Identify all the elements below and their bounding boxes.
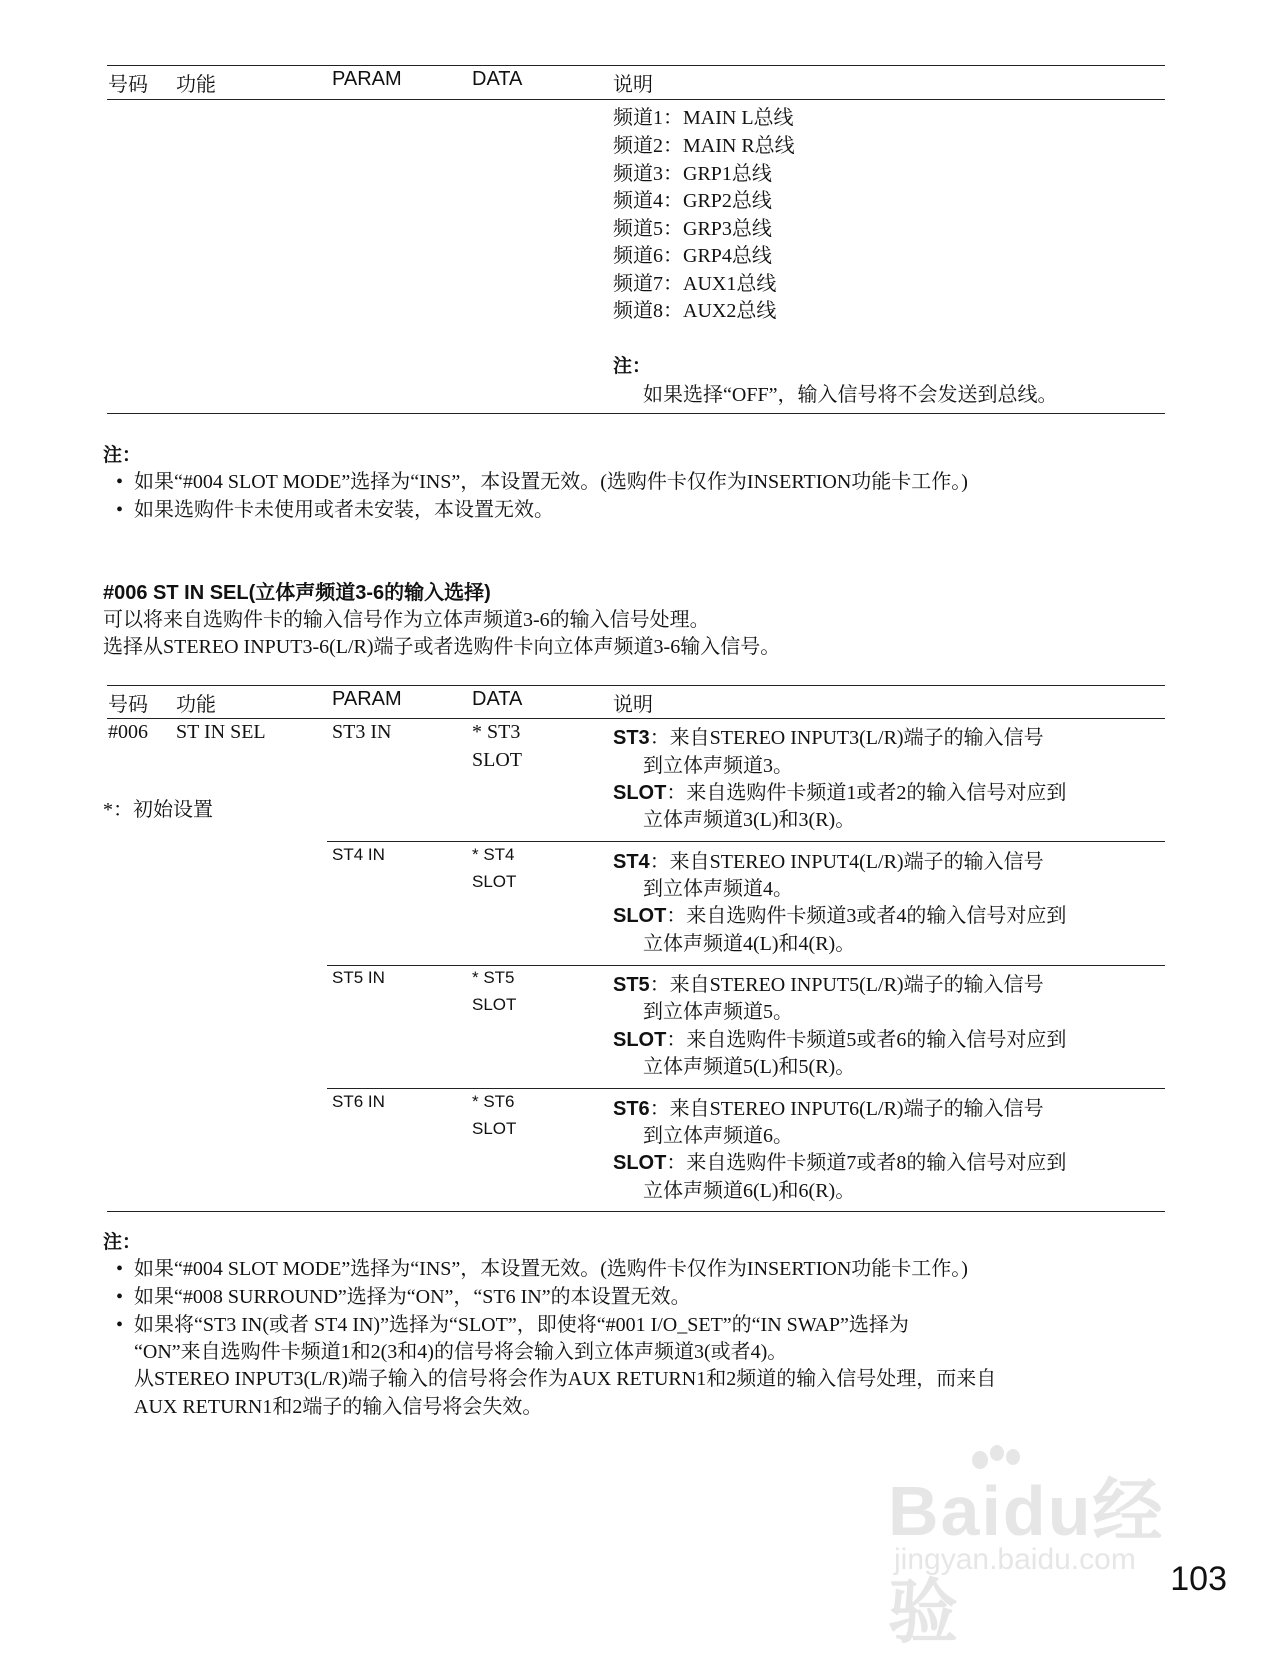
table1-bottom-rule bbox=[107, 413, 1165, 414]
row-rule bbox=[327, 841, 1165, 842]
notes2-item bbox=[116, 1252, 968, 1281]
notes1-item bbox=[116, 465, 968, 494]
table1-note-text: 如果选择“OFF”，输入信号将不会发送到总线。 bbox=[643, 384, 1058, 406]
table2-header-param: PARAM bbox=[332, 688, 402, 710]
notes1-item-text: 如果选购件卡未使用或者未安装，本设置无效。 bbox=[134, 499, 554, 521]
row-desc-cont: 立体声频道6(L)和6(R)。 bbox=[643, 1180, 856, 1202]
section-intro-line: 可以将来自选购件卡的输入信号作为立体声频道3-6的输入信号处理。 bbox=[103, 609, 710, 631]
section-intro-line: 选择从STEREO INPUT3-6(L/R)端子或者选购件卡向立体声频道3-6输入信号。 bbox=[103, 636, 781, 658]
row-desc-key: SLOT bbox=[613, 782, 667, 804]
row-desc-text: ：来自STEREO INPUT3(L/R)端子的输入信号 bbox=[649, 727, 1044, 749]
row-param: ST5 IN bbox=[332, 968, 385, 987]
table1-desc-line: 频道1：MAIN L总线 bbox=[613, 107, 794, 129]
table1-note-label: 注： bbox=[613, 356, 652, 377]
page-number: 103 bbox=[1170, 1560, 1227, 1598]
row-desc-key: SLOT bbox=[613, 1029, 667, 1051]
row-desc-cont: 立体声频道3(L)和3(R)。 bbox=[643, 809, 856, 831]
row-desc bbox=[613, 1146, 1066, 1175]
row-data-option: SLOT bbox=[472, 995, 517, 1014]
watermark-brand: Baidu经验 bbox=[888, 1472, 1165, 1651]
table2-bottom-rule bbox=[107, 1211, 1165, 1212]
row-param: ST6 IN bbox=[332, 1092, 385, 1111]
row-desc-text: ：来自选购件卡频道1或者2的输入信号对应到 bbox=[666, 782, 1067, 804]
row-param: ST4 IN bbox=[332, 845, 385, 864]
notes1-label: 注： bbox=[103, 445, 142, 466]
bullet-icon: • bbox=[116, 1258, 124, 1280]
row-desc bbox=[613, 968, 1044, 997]
table1-header-param: PARAM bbox=[332, 68, 402, 90]
notes1-item-text: 如果“#004 SLOT MODE”选择为“INS”，本设置无效。(选购件卡仅作为INSERTION功能卡工作。) bbox=[134, 471, 968, 493]
table1-top-rule bbox=[107, 65, 1165, 66]
table1-desc-line: 频道7：AUX1总线 bbox=[613, 273, 777, 295]
table1-desc-line: 频道2：MAIN R总线 bbox=[613, 135, 795, 157]
row-data-default: * ST6 bbox=[472, 1092, 515, 1111]
row-desc bbox=[613, 776, 1066, 805]
row-desc-text: ：来自选购件卡频道3或者4的输入信号对应到 bbox=[666, 905, 1067, 927]
table1-header-rule bbox=[107, 99, 1165, 100]
row-rule bbox=[327, 965, 1165, 966]
row-desc-key: ST3 bbox=[613, 727, 650, 749]
table2-header-data: DATA bbox=[472, 688, 523, 710]
table2-header-function: 功能 bbox=[176, 694, 216, 716]
row-param: ST3 IN bbox=[332, 721, 392, 743]
table1-desc-line: 频道6：GRP4总线 bbox=[613, 245, 772, 267]
table2-default-note: *：初始设置 bbox=[103, 799, 213, 821]
row-desc-cont: 到立体声频道4。 bbox=[643, 878, 793, 900]
row-data-default: * ST3 bbox=[472, 721, 521, 743]
row-desc-key: ST5 bbox=[613, 974, 650, 996]
notes2-item-text: 如果将“ST3 IN(或者 ST4 IN)”选择为“SLOT”，即使将“#001 I/O_SET”的“IN SWAP”选择为 bbox=[134, 1314, 909, 1336]
row-desc bbox=[613, 721, 1044, 750]
row-desc bbox=[613, 899, 1066, 928]
table1-desc-line: 频道8：AUX2总线 bbox=[613, 300, 777, 322]
row-desc bbox=[613, 1092, 1044, 1121]
row-data-option: SLOT bbox=[472, 872, 517, 891]
row-desc bbox=[613, 845, 1044, 874]
table1-desc-line: 频道3：GRP1总线 bbox=[613, 163, 772, 185]
table1-header-description: 说明 bbox=[613, 74, 653, 96]
bullet-icon: • bbox=[116, 499, 124, 521]
row-desc-key: ST6 bbox=[613, 1098, 650, 1120]
row-data-default: * ST5 bbox=[472, 968, 515, 987]
row-desc-cont: 立体声频道5(L)和5(R)。 bbox=[643, 1056, 856, 1078]
row-desc bbox=[613, 1023, 1066, 1052]
row-desc-text: ：来自STEREO INPUT6(L/R)端子的输入信号 bbox=[649, 1098, 1044, 1120]
notes1-item bbox=[116, 493, 554, 522]
bullet-icon: • bbox=[116, 1286, 124, 1308]
table1-header-number: 号码 bbox=[108, 74, 148, 96]
section-title: #006 ST IN SEL(立体声频道3-6的输入选择) bbox=[103, 582, 491, 604]
table1-header-data: DATA bbox=[472, 68, 523, 90]
row-desc-cont: 立体声频道4(L)和4(R)。 bbox=[643, 933, 856, 955]
notes2-item bbox=[116, 1308, 909, 1337]
table1-desc-line: 频道4：GRP2总线 bbox=[613, 190, 772, 212]
table2-top-rule bbox=[107, 685, 1165, 686]
table2-header-rule bbox=[107, 718, 1165, 719]
notes2-item-text: 如果“#004 SLOT MODE”选择为“INS”，本设置无效。(选购件卡仅作为INSERTION功能卡工作。) bbox=[134, 1258, 968, 1280]
row-data-option: SLOT bbox=[472, 749, 522, 771]
row-desc-text: ：来自选购件卡频道5或者6的输入信号对应到 bbox=[666, 1029, 1067, 1051]
bullet-icon: • bbox=[116, 1314, 124, 1336]
watermark-url: jingyan.baidu.com bbox=[894, 1543, 1136, 1576]
row-desc-cont: 到立体声频道6。 bbox=[643, 1125, 793, 1147]
row-desc-cont: 到立体声频道5。 bbox=[643, 1001, 793, 1023]
table1-header-function: 功能 bbox=[176, 74, 216, 96]
row-desc-text: ：来自选购件卡频道7或者8的输入信号对应到 bbox=[666, 1152, 1067, 1174]
notes2-item bbox=[116, 1280, 691, 1309]
table2-function: ST IN SEL bbox=[176, 721, 266, 743]
notes2-item-cont: AUX RETURN1和2端子的输入信号将会失效。 bbox=[134, 1396, 543, 1418]
row-desc-cont: 到立体声频道3。 bbox=[643, 755, 793, 777]
table2-number: #006 bbox=[108, 721, 148, 743]
row-desc-key: ST4 bbox=[613, 851, 650, 873]
row-desc-key: SLOT bbox=[613, 905, 667, 927]
row-desc-key: SLOT bbox=[613, 1152, 667, 1174]
row-desc-text: ：来自STEREO INPUT5(L/R)端子的输入信号 bbox=[649, 974, 1044, 996]
notes2-item-cont: 从STEREO INPUT3(L/R)端子输入的信号将会作为AUX RETURN1和2频道的输入信号处理，而来自 bbox=[134, 1368, 997, 1390]
table2-header-description: 说明 bbox=[613, 694, 653, 716]
row-data-option: SLOT bbox=[472, 1119, 517, 1138]
bullet-icon: • bbox=[116, 471, 124, 493]
notes2-label: 注： bbox=[103, 1232, 142, 1253]
baidu-watermark bbox=[880, 1455, 1200, 1651]
notes2-item-cont: “ON”来自选购件卡频道1和2(3和4)的信号将会输入到立体声频道3(或者4)。 bbox=[134, 1341, 788, 1363]
row-rule bbox=[327, 1088, 1165, 1089]
table1-desc-line: 频道5：GRP3总线 bbox=[613, 218, 772, 240]
row-data-default: * ST4 bbox=[472, 845, 515, 864]
table2-header-number: 号码 bbox=[108, 694, 148, 716]
row-desc-text: ：来自STEREO INPUT4(L/R)端子的输入信号 bbox=[649, 851, 1044, 873]
notes2-item-text: 如果“#008 SURROUND”选择为“ON”，“ST6 IN”的本设置无效。 bbox=[134, 1286, 691, 1308]
